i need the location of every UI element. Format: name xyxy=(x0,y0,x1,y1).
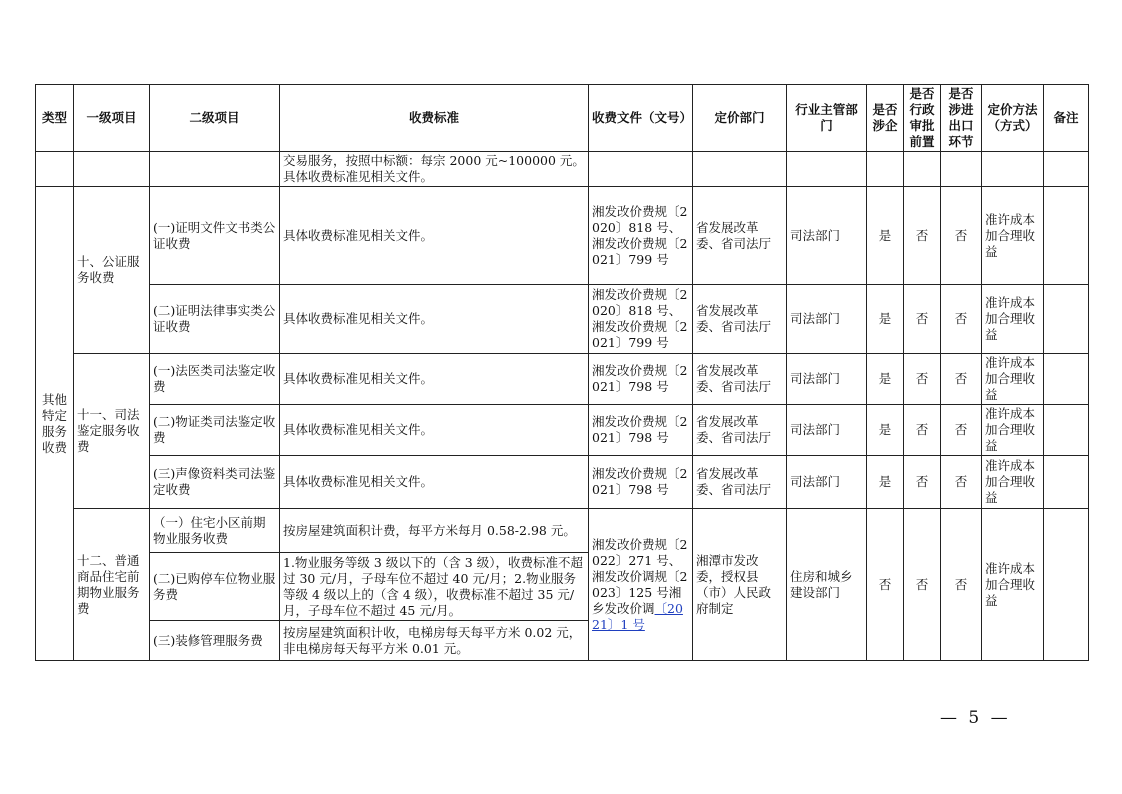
row-doc: 湘发改价费规〔2021〕798 号 xyxy=(589,456,693,509)
row-method: 准许成本加合理收益 xyxy=(982,285,1044,354)
property-level2: (二)已购停车位物业服务费 xyxy=(150,553,280,621)
table-row xyxy=(36,405,1089,456)
row-export: 否 xyxy=(941,285,982,354)
row-level2: (一)法医类司法鉴定收费 xyxy=(150,354,280,405)
row-level2: (一)证明文件文书类公证收费 xyxy=(150,187,280,285)
property-dept: 湘潭市发改委，授权县（市）人民政府制定 xyxy=(693,509,787,661)
group-10: 十、公证服务收费 xyxy=(74,187,150,354)
header-remark: 备注 xyxy=(1044,85,1089,152)
row-level2: (二)证明法律事实类公证收费 xyxy=(150,285,280,354)
header-type: 类型 xyxy=(36,85,74,152)
property-approval: 否 xyxy=(904,509,941,661)
row-standard: 具体收费标准见相关文件。 xyxy=(280,405,589,456)
row-enterprise: 是 xyxy=(867,405,904,456)
row-approval: 否 xyxy=(904,354,941,405)
row-doc: 湘发改价费规〔2021〕798 号 xyxy=(589,405,693,456)
row-standard: 具体收费标准见相关文件。 xyxy=(280,456,589,509)
header-doc: 收费文件（文号） xyxy=(589,85,693,152)
header-level2: 二级项目 xyxy=(150,85,280,152)
table-row xyxy=(36,456,1089,509)
property-doc xyxy=(589,509,693,661)
row-approval: 否 xyxy=(904,405,941,456)
property-level2: （一）住宅小区前期物业服务收费 xyxy=(150,509,280,553)
header-export: 是否涉进出口环节 xyxy=(941,85,982,152)
header-standard: 收费标准 xyxy=(280,85,589,152)
header-enterprise: 是否涉企 xyxy=(867,85,904,152)
group-12: 十二、普通商品住宅前期物业服务费 xyxy=(74,509,150,661)
row-standard: 具体收费标准见相关文件。 xyxy=(280,187,589,285)
row-dept: 省发展改革委、省司法厅 xyxy=(693,354,787,405)
row-method: 准许成本加合理收益 xyxy=(982,405,1044,456)
row-doc: 湘发改价费规〔2020〕818 号、湘发改价费规〔2021〕799 号 xyxy=(589,187,693,285)
row-industry: 司法部门 xyxy=(787,354,867,405)
header-level1: 一级项目 xyxy=(74,85,150,152)
property-method: 准许成本加合理收益 xyxy=(982,509,1044,661)
row-approval: 否 xyxy=(904,456,941,509)
property-doc-main: 湘发改价费规〔2022〕271 号、湘发改价调规〔2023〕125 号湘乡发改价调 xyxy=(592,536,688,616)
header-industry: 行业主管部门 xyxy=(787,85,867,152)
row-method: 准许成本加合理收益 xyxy=(982,354,1044,405)
row-industry: 司法部门 xyxy=(787,285,867,354)
row-approval: 否 xyxy=(904,285,941,354)
row-method: 准许成本加合理收益 xyxy=(982,187,1044,285)
row-export: 否 xyxy=(941,456,982,509)
property-standard: 按房屋建筑面积计收，电梯房每天每平方米 0.02 元，非电梯房每天每平方米 0.01 元。 xyxy=(280,621,589,661)
continuation-row xyxy=(36,152,1089,187)
row-level2: (二)物证类司法鉴定收费 xyxy=(150,405,280,456)
table-row xyxy=(36,354,1089,405)
header-method: 定价方法（方式） xyxy=(982,85,1044,152)
property-standard: 按房屋建筑面积计费，每平方米每月 0.58-2.98 元。 xyxy=(280,509,589,553)
row-export: 否 xyxy=(941,354,982,405)
row-enterprise: 是 xyxy=(867,187,904,285)
row-industry: 司法部门 xyxy=(787,456,867,509)
row-doc: 湘发改价费规〔2021〕798 号 xyxy=(589,354,693,405)
row-method: 准许成本加合理收益 xyxy=(982,456,1044,509)
property-doc-link[interactable]: 〔2021〕1 号 xyxy=(592,600,683,632)
header-row xyxy=(36,85,1089,152)
property-standard: 1.物业服务等级 3 级以下的（含 3 级），收费标准不超过 30 元/月，子母车位不超过 40 元/月；2.物业服务等级 4 级以上的（含 4 级），收费标准不超过 35 元/月，子母车位不超过 45 元/月。 xyxy=(280,553,589,621)
property-level2: (三)装修管理服务费 xyxy=(150,621,280,661)
row-doc: 湘发改价费规〔2020〕818 号、湘发改价费规〔2021〕799 号 xyxy=(589,285,693,354)
row-industry: 司法部门 xyxy=(787,405,867,456)
group-11: 十一、司法鉴定服务收费 xyxy=(74,354,150,509)
table-row xyxy=(36,187,1089,285)
row-dept: 省发展改革委、省司法厅 xyxy=(693,285,787,354)
header-dept: 定价部门 xyxy=(693,85,787,152)
row-enterprise: 是 xyxy=(867,285,904,354)
row-enterprise: 是 xyxy=(867,456,904,509)
row-approval: 否 xyxy=(904,187,941,285)
fee-table xyxy=(35,84,1089,661)
row-enterprise: 是 xyxy=(867,354,904,405)
property-enterprise: 否 xyxy=(867,509,904,661)
row-export: 否 xyxy=(941,405,982,456)
row-industry: 司法部门 xyxy=(787,187,867,285)
row-dept: 省发展改革委、省司法厅 xyxy=(693,187,787,285)
table-row xyxy=(36,509,1089,553)
table-row xyxy=(36,285,1089,354)
row-dept: 省发展改革委、省司法厅 xyxy=(693,456,787,509)
row-level2: (三)声像资料类司法鉴定收费 xyxy=(150,456,280,509)
row-export: 否 xyxy=(941,187,982,285)
row-standard: 具体收费标准见相关文件。 xyxy=(280,354,589,405)
row-dept: 省发展改革委、省司法厅 xyxy=(693,405,787,456)
type-cell: 其他特定服务收费 xyxy=(36,187,74,661)
row-standard: 具体收费标准见相关文件。 xyxy=(280,285,589,354)
property-export: 否 xyxy=(941,509,982,661)
property-industry: 住房和城乡建设部门 xyxy=(787,509,867,661)
continuation-standard: 交易服务，按照中标额：每宗 2000 元~100000 元。具体收费标准见相关文件。 xyxy=(280,152,589,187)
page-number: — 5 — xyxy=(940,708,1011,728)
header-approval: 是否行政审批前置 xyxy=(904,85,941,152)
